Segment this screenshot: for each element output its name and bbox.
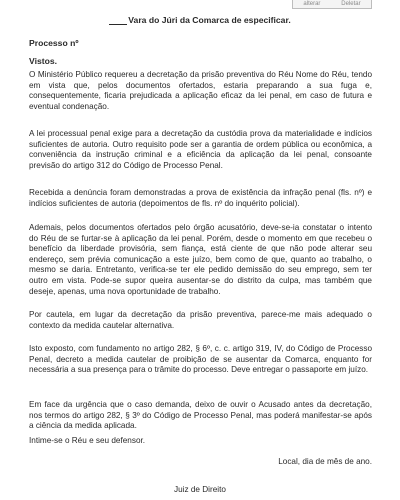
document-heading [0, 15, 400, 25]
paragraph-8: Intime-se o Réu e seu defensor. [29, 436, 146, 445]
processo-label: Processo nº [29, 38, 79, 48]
vistos-label: Vistos. [29, 56, 58, 66]
local-date: Local, dia de mês de ano. [278, 457, 372, 466]
paragraph-7: Em face da urgência que o caso demanda, deixo de ouvir o Acusado antes da decretação, nos termos do artigo 282, § 3º do Código de Processo Penal, mas poderá manifestar-se após a ciência da medida aplicada. [29, 400, 372, 431]
signature-line: Juiz de Direito [174, 485, 226, 494]
blank-line [109, 16, 127, 25]
alterar-link[interactable]: alterar [303, 0, 321, 7]
paragraph-6: Isto exposto, com fundamento no artigo 282, § 6º, c. c. artigo 319, IV, do Código de Processo Penal, decreto a medida cautelar de proibição de se ausentar da Comarca, enquanto for necessária a sua presença para o trâmite do processo. Deve entregar o passaporte em juízo. [29, 344, 372, 375]
delete-link[interactable]: Deletar [341, 0, 361, 7]
heading-text: Vara do Júri da Comarca de especificar. [128, 15, 291, 25]
paragraph-3: Recebida a denúncia foram demonstradas a prova de existência da infração penal (fls. nº) e indícios suficientes de autoria (depoimentos de fls. nº do inquérito policial). [29, 188, 372, 208]
paragraph-5: Por cautela, em lugar da decretação da prisão preventiva, parece-me mais adequado o contexto da medida cautelar alternativa. [29, 310, 372, 330]
toolbar [292, 0, 372, 9]
paragraph-2: A lei processual penal exige para a decretação da custódia prova da materialidade e indícios suficientes de autoria. Outro requisito pode ser a garantia de ordem pública ou econômica, a conveniência da instrução criminal e a eficiência da aplicação da lei penal, consoante previsão do artigo 312 do Código de Processo Penal. [29, 129, 372, 170]
paragraph-4: Ademais, pelos documentos ofertados pelo órgão acusatório, deve-se-ia constatar o intento do Réu de se furtar-se à aplicação da lei penal. Porém, desde o momento em que recebeu o benefício da liberdade provisória, sem fiança, está ciente de que não pode alterar seu endereço, sem prévia comunicação a este juízo, bem como de que, quanto ao trabalho, o mesmo se daria. Entretanto, verifica-se ter ele pedido demissão do seu emprego, sem ter outro em vista. Pode-se supor queira ausentar-se do distrito da culpa, mas também que deseje, apenas, uma nova oportunidade de trabalho. [29, 223, 372, 296]
paragraph-1: O Ministério Público requereu a decretação da prisão preventiva do Réu Nome do Réu, tendo em vista que, pelos documentos ofertados, estaria preparando a sua fuga e, consequentemente, ficaria prejudicada a aplicação eficaz da lei penal, em caso de futura e eventual condenação. [29, 70, 372, 111]
